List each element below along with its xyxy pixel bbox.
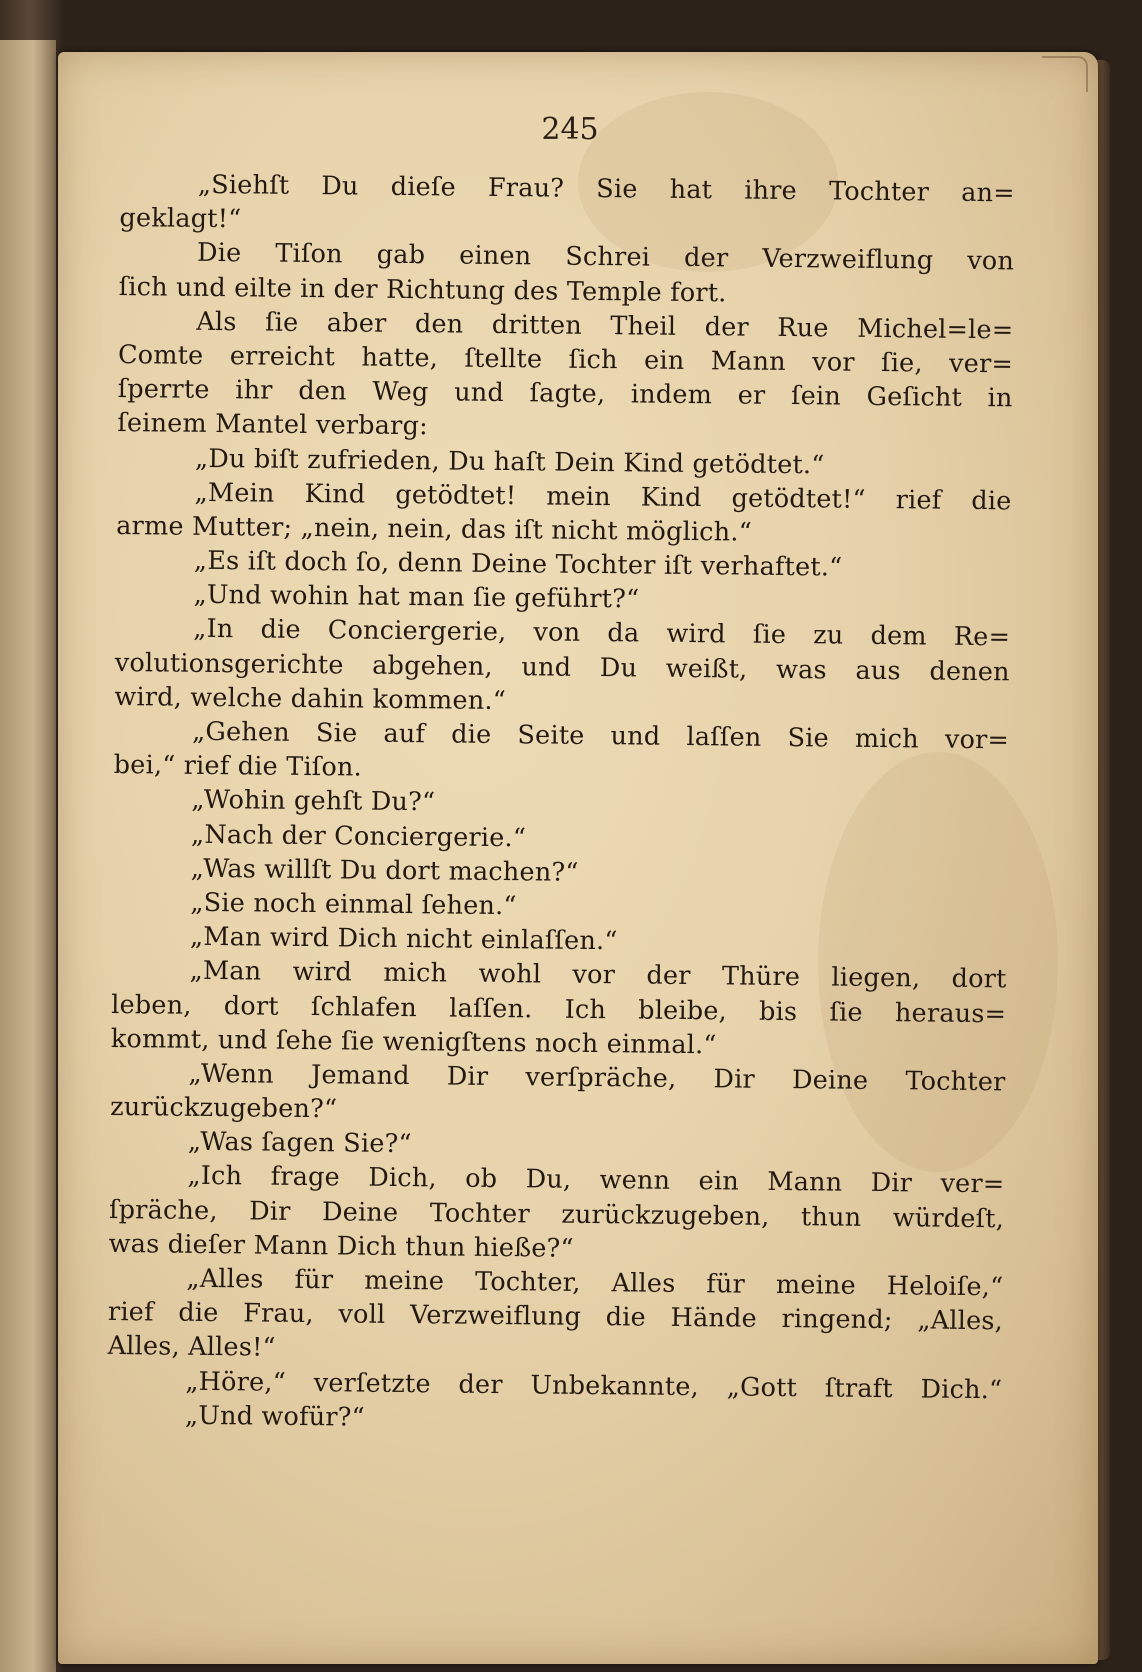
text-line: zurückzugeben?“ [109,1092,338,1125]
text-line: „Alles für meine Tochter, Alles für meine Heloiſe,“ [186,1263,1004,1303]
previous-page-edge [0,40,56,1672]
text-line: „Nach der Conciergerie.“ [190,819,527,853]
text-line: „Was willſt Du dort machen?“ [190,853,579,888]
text-line: Alles, Alles!“ [107,1331,276,1364]
text-line: „Ich frage Dich, ob Du, wenn ein Mann Dir ver= [187,1161,1005,1200]
text-line: ſeinem Mantel verbarg: [117,408,429,442]
text-line: „Du biſt zufrieden, Du haſt Dein Kind getödtet.“ [194,443,825,480]
folded-corner [1042,56,1088,92]
text-line: „Man wird mich wohl vor der Thüre liegen, dort [189,956,1007,995]
body-text [107,167,1015,1441]
text-line: „Mein Kind getödtet! mein Kind getödtet!“ rief die [194,477,1012,517]
text-line: „Siehſt Du dieſe Frau? Sie hat ihre Tochter an= [197,169,1015,209]
text-line: „Höre,“ verſetzte der Unbekannte, „Gott ſtraft Dich.“ [185,1366,1003,1405]
text-line: rief die Frau, voll Verzweiflung die Hände ringend; „Alles, [107,1297,1004,1337]
text-line: arme Mutter; „nein, nein, das iſt nicht möglich.“ [116,510,753,548]
text-line: „Sie noch einmal ſehen.“ [190,887,517,922]
text-line: „Und wohin hat man ſie geführt?“ [193,580,640,615]
page-number: 245 [541,112,599,147]
text-line: ſpräche, Dir Deine Tochter zurückzugeben, thun würdeſt, [108,1194,1005,1234]
text-line: „Wenn Jemand Dir verſpräche, Dir Deine Tochter [188,1058,1006,1098]
text-line: ſperrte ihr den Weg und ſagte, indem er ſein Geſicht in [117,374,1013,414]
text-line: „Und wofür?“ [184,1400,365,1433]
book-page [58,52,1098,1664]
text-line: Die Tiſon gab einen Schrei der Verzweiflung von [196,238,1015,277]
text-line: ſich und eilte in der Richtung des Temple fort. [118,271,727,308]
text-line: „Was ſagen Sie?“ [187,1127,412,1160]
text-line: leben, dort ſchlafen laſſen. Ich bleibe, bis ſie heraus= [111,989,1007,1029]
text-line: wird, welche dahin kommen.“ [114,681,507,716]
text-line: Comte erreicht hatte, ſtellte ſich ein Mann vor ſie, ver= [117,339,1014,380]
text-line: geklagt!“ [119,203,242,235]
text-line: „In die Conciergerie, von da wird ſie zu dem Re= [193,614,1011,653]
text-line: bei,“ rief die Tiſon. [113,750,363,783]
text-line: volutionsgerichte abgehen, und Du weißt, was aus denen [114,647,1010,687]
text-line: was dieſer Mann Dich thun hieße?“ [108,1228,574,1264]
text-line: „Es iſt doch ſo, denn Deine Tochter iſt verhaftet.“ [193,545,843,583]
text-line: kommt, und ſehe ſie wenigſtens noch einmal.“ [110,1023,717,1060]
text-line: Als ſie aber den dritten Theil der Rue Michel=le= [196,306,1014,346]
text-line: „Gehen Sie auf die Seite und laſſen Sie mich vor= [191,716,1010,756]
text-line: „Man wird Dich nicht einlaſſen.“ [189,921,618,957]
text-line: „Wohin gehſt Du?“ [191,785,436,818]
